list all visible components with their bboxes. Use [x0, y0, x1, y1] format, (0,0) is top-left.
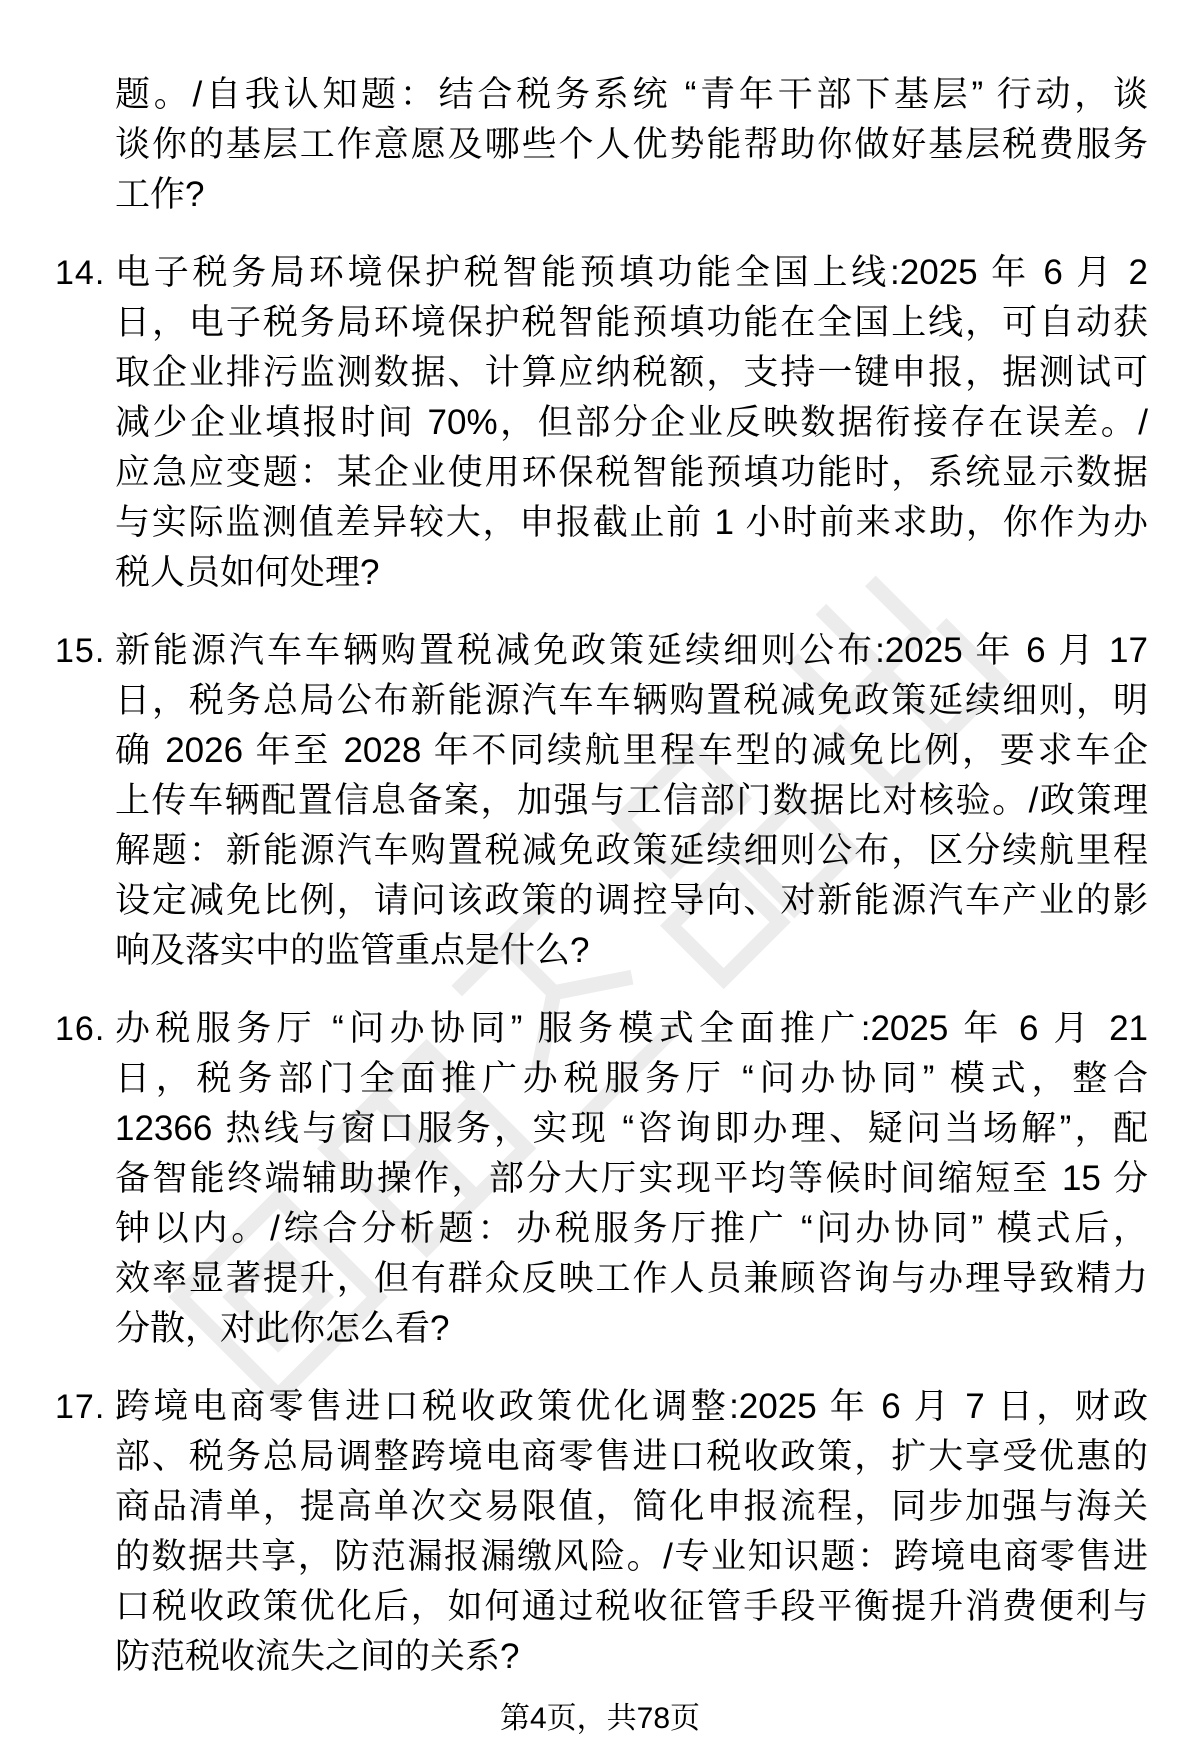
text-line: 响及落实中的监管重点是什么? — [115, 931, 590, 970]
question-number: 16. — [55, 1010, 106, 1048]
text-line: 日，电子税务局环境保护税智能预填功能在全国上线，可自动获 — [115, 303, 1148, 342]
text-line: 税人员如何处理? — [115, 553, 380, 592]
text-line: 上传车辆配置信息备案，加强与工信部门数据比对核验。/政策理 — [115, 781, 1148, 820]
text-line: 电子税务局环境保护税智能预填功能全国上线:2025 年 6 月 2 — [115, 253, 1148, 292]
question-text — [115, 1004, 1148, 1354]
text-line: 商品清单，提高单次交易限值，简化申报流程，同步加强与海关 — [115, 1487, 1148, 1526]
text-line: 效率显著提升，但有群众反映工作人员兼顾咨询与办理导致精力 — [115, 1259, 1148, 1298]
text-line: 防范税收流失之间的关系? — [115, 1637, 520, 1676]
question-item — [0, 248, 1200, 598]
question-text — [115, 1382, 1148, 1682]
text-line: 部、税务总局调整跨境电商零售进口税收政策，扩大享受优惠的 — [115, 1437, 1148, 1476]
text-line: 12366 热线与窗口服务，实现 “咨询即办理、疑问当场解”，配 — [115, 1109, 1148, 1148]
text-line: 设定减免比例，请问该政策的调控导向、对新能源汽车产业的影 — [115, 881, 1148, 920]
question-list — [0, 70, 1200, 1682]
text-line: 跨境电商零售进口税收政策优化调整:2025 年 6 月 7 日，财政 — [115, 1387, 1148, 1426]
text-line: 备智能终端辅助操作，部分大厅实现平均等候时间缩短至 15 分 — [115, 1159, 1148, 1198]
text-line: 工作? — [115, 175, 205, 214]
question-item — [0, 626, 1200, 976]
question-item — [0, 1004, 1200, 1354]
text-line: 新能源汽车车辆购置税减免政策延续细则公布:2025 年 6 月 17 — [115, 631, 1148, 670]
question-number: 17. — [55, 1388, 106, 1426]
text-line: 与实际监测值差异较大，申报截止前 1 小时前来求助，你作为办 — [115, 503, 1148, 542]
question-number: 15. — [55, 632, 106, 670]
question-item — [0, 1382, 1200, 1682]
text-line: 办税服务厅 “问办协同” 服务模式全面推广:2025 年 6 月 21 — [115, 1009, 1148, 1048]
text-line: 谈你的基层工作意愿及哪些个人优势能帮助你做好基层税费服务 — [115, 125, 1148, 164]
text-line: 减少企业填报时间 70%，但部分企业反映数据衔接存在误差。/ — [115, 403, 1148, 442]
text-line: 取企业排污监测数据、计算应纳税额，支持一键申报，据测试可 — [115, 353, 1148, 392]
text-line: 确 2026 年至 2028 年不同续航里程车型的减免比例，要求车企 — [115, 731, 1148, 770]
text-line: 分散，对此你怎么看? — [115, 1309, 450, 1348]
text-line: 的数据共享，防范漏报漏缴风险。/专业知识题：跨境电商零售进 — [115, 1537, 1148, 1576]
question-text — [115, 626, 1148, 976]
intro-paragraph — [0, 70, 1200, 220]
text-line: 口税收政策优化后，如何通过税收征管手段平衡提升消费便利与 — [115, 1587, 1148, 1626]
question-text — [115, 248, 1148, 598]
question-number: 14. — [55, 254, 106, 292]
text-line: 日，税务部门全面推广办税服务厅 “问办协同” 模式，整合 — [115, 1059, 1148, 1098]
text-line: 题。/自我认知题：结合税务系统 “青年干部下基层” 行动，谈 — [115, 75, 1148, 114]
page-footer: 第4页，共78页 — [499, 1702, 701, 1735]
text-line: 解题：新能源汽车购置税减免政策延续细则公布，区分续航里程 — [115, 831, 1148, 870]
text-line: 钟以内。/综合分析题：办税服务厅推广 “问办协同” 模式后， — [115, 1209, 1148, 1248]
text-line: 日，税务总局公布新能源汽车车辆购置税减免政策延续细则，明 — [115, 681, 1148, 720]
text-line: 应急应变题：某企业使用环保税智能预填功能时，系统显示数据 — [115, 453, 1148, 492]
